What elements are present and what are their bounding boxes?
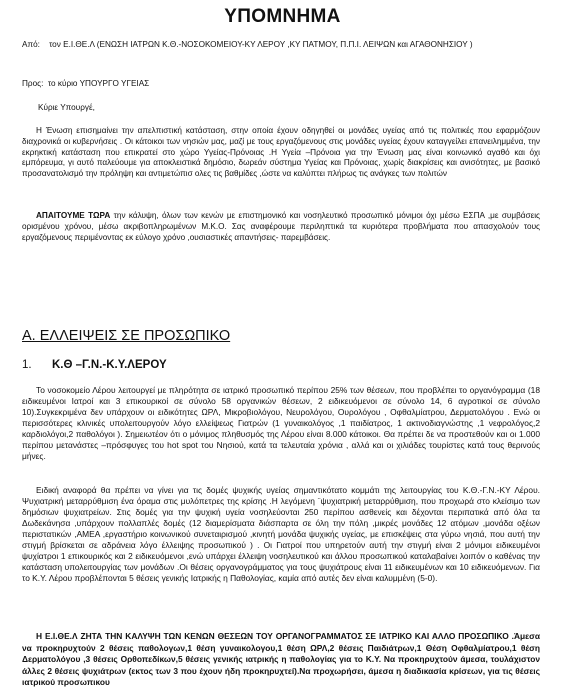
from-line [22,40,540,51]
demand-paragraph [22,211,540,243]
hospital-staffing-paragraph: Το νοσοκομείο Λέρου λειτουργεί με πληρότητα σε ιατρικό προσωπικό περίπου 25% των θέσεων, που προβλέπει το οργανόγραμμα (18 ειδικευμένοι Ιατροί και 3 επικουρικοί σε σύνολο 58 οργανικών θέσεων, 2 ειδικευόμενοι σε σύνολο 14, 6 αγροτικοί σε σύνολο 10).Συγκεκριμένα δεν υπάρχουν οι ειδικότητες ΩΡΛ, Μικροβιολόγου, Νευρολόγου, Ουρολόγου , Οφθαλμίατρου, Δερματολόγου . Ενώ οι περισσότερες κλινικές υπολειτουργούν λόγο ελλείψεως Γιατρών (1 γυναικολόγος ,1 παιδίατρος, 1 ακτινοδιαγνώστης ,1 νεφρολόγος,2 καρδιολόγοι,2 παθολόγοι ). Σημειωτέον ότι ο μόνιμος πληθυσμός της Λέρου είναι 8.000 κάτοικοι. Θα πρέπει δε να προστεθούν και οι 1.000 περίπου μετανάστες –πρόσφυγες του hot spot του Νησιού, κατά τα τελευταία χρόνια , αλλά και οι χιλιάδες τουρίστες κατά τους θερινούς μήνες. [22,385,540,461]
section-heading-a: Α. ΕΛΛΕΙΨΕΙΣ ΣΕ ΠΡΟΣΩΠΙΚΟ [22,328,231,344]
demand-text: την κάλυψη, όλων των κενών με επιστημονικό και νοσηλευτικό προσωπικό μόνιμοι όχι μέσω ΕΣΠΑ ,με συμβάσεις ορισμένου χρόνου, μέσω ακριβοπληρωμένων Μ.Κ.Ο. Σας αναφέρουμε περιληπτικά τα κυριότερα προβλήματα που απασχολούν τους εργαζόμενους περιμένοντας εκ εύλογο χρόνο ,ουσιαστικές απαντήσεις- παρεμβάσεις. [22,211,541,242]
section-number: 1. [22,359,32,371]
mental-health-paragraph: Ειδική αναφορά θα πρέπει να γίνει για τις δομές ψυχικής υγείας σημαντικότατο κομμάτι της λειτουργίας του Κ.Θ.-Γ.Ν.-ΚΥ Λέρου. Ψυχιατρική μεταρρύθμιση ένα όραμα στις μυλόπετρες της κρίσης .Η λεγόμενη ¨ψυχιατρική μεταρρύθμιση, που προχωρά στο κλείσιμο των δημόσιων ψυχιατρείων. Στις δομές για την ψυχική υγεία νοσηλεύονται 250 περίπου ασθενείς και δέχονται περιπατικά από όλα τα Δωδεκάνησα ,υπάρχουν πολλαπλές δομές (12 διαμερίσματα διάσπαρτα σε όλη την πόλη ,μικρές μονάδες 12 ατόμων ,μονάδα οξέων περιστατικών ,ΑΜΕΑ ,εργαστήριο κοινωνικού συνεταιρισμού ,κινητή μονάδα ψυχικής υγείας, με επισκέψεις στα γύρω νησιά, που αυτή την στιγμή βρίσκεται σε αδράνεια λόγο έλλειψης προσωπικού ) . Οι Γιατροί που υπηρετούν αυτή την στιγμή είναι 2 μόνιμοι ειδικευμένοι ψυχίατροι 1 επικουρικός και 2 ειδικευόμενοι ,ενώ υπάρχει έλλειψη νοσηλευτικού και άλλου προσωπικού καταλαβαίνει λοιπόν ο καθένας την κατάσταση υπολειτουργίας των μονάδων .Οι θέσεις οργανογράμματος για τους ψυχιάτρους είναι 11 ειδικευμένων και 10 ειδικευόμενων. Για το Κ.Υ. Λέρου προβλέπονται 5 θέσεις γενικής Ιατρικής η Παθολογίας, καμία από αυτές δεν είναι καλυμμένη (5-0). [22,485,540,583]
section-title: Κ.Θ –Γ.Ν.-Κ.Υ.ΛΕΡΟΥ [52,359,167,371]
demand-emphasis: ΑΠΑΙΤΟΥΜΕ ΤΩΡΑ [36,211,111,220]
from-label: Από: [22,40,40,49]
salutation: Κύριε Υπουργέ, [38,103,95,112]
document-title: ΥΠΟΜΝΗΜΑ [224,6,341,27]
demands-paragraph: Η Ε.Ι.ΘΕ.Λ ΖΗΤΑ ΤΗΝ ΚΑΛΥΨΗ ΤΩΝ ΚΕΝΩΝ ΘΕΣΕΩΝ ΤΟΥ ΟΡΓΑΝΟΓΡΑΜΜΑΤΟΣ ΣΕ ΙΑΤΡΙΚΟ ΚΑΙ ΑΛΛΟ ΠΡΟΣΩΠΙΚΟ .Άμεσα να προκηρυχτούν 2 θέσεις παθολογων,1 θέση γυναικολογου,1 θέση ΩΡΛ,2 θέσεις Παιδιάτρων,1 Θέση Οφθαλμίατρου,1 θέση Δερματολόγου ,3 θέσεις Ορθοπεδίκων,5 θέσεις γενικής ιατρικής η παθολογίας για το Κ.Υ. Να προκηρυχτούν άμεσα, τουλάχιστον άλλες 2 θέσεις ψυχιάτρων (εκτος των 3 που έχουν ήδη προκηρυχτεί).Να προχωρήσει, άμεσα η διαδικασία κρίσεων, για τις θέσεις ιατρικού προσωπικου [22,631,540,687]
from-text: τον Ε.Ι.ΘΕ.Λ (ΕΝΩΣΗ ΙΑΤΡΩΝ Κ.Θ.-ΝΟΣΟΚΟΜΕΙΟΥ-ΚΥ ΛΕΡΟΥ ,ΚΥ ΠΑΤΜΟΥ, Π.Π.Ι. ΛΕΙΨΩΝ και ΑΓΑΘΟΝΗΣΙΟΥ ) [49,40,473,49]
section-heading-1 [22,358,167,372]
intro-paragraph: Η Ένωση επισημαίνει την απελπιστική κατάσταση, στην οποία έχουν οδηγηθεί οι μονάδες υγείας από τις πολιτικές που εφαρμόζουν διαχρονικά οι κυβερνήσεις . Οι κάτοικοι των νησιών μας, μαζί με τους εργαζόμενους στις μονάδες υγείας έχουν καταγγείλει επανειλημμένα, την εκρηκτική κατάσταση που επικρατεί στο χώρο Υγείας-Πρόνοιας .Η Υγεία –Πρόνοια για την Ένωση μας είναι κοινωνικό αγαθό και όχι εμπόρευμα, γι αυτό παλεύουμε για αποκλειστικά δημόσιο, δωρεάν σύστημα Υγείας και Πρόνοιας, χωρίς διακρίσεις και ανισότητες, με βασικό προσανατολισμό την πρόληψη και αντιμετώπισ ολες τις βαθμίδες ,ώστε να καλύπτει πλήρως τις ανάγκες των πολιτών [22,126,540,179]
to-text: το κύριο ΥΠΟΥΡΓΟ ΥΓΕΙΑΣ [47,79,150,88]
to-label: Προς: [22,79,44,88]
to-line [22,79,540,90]
